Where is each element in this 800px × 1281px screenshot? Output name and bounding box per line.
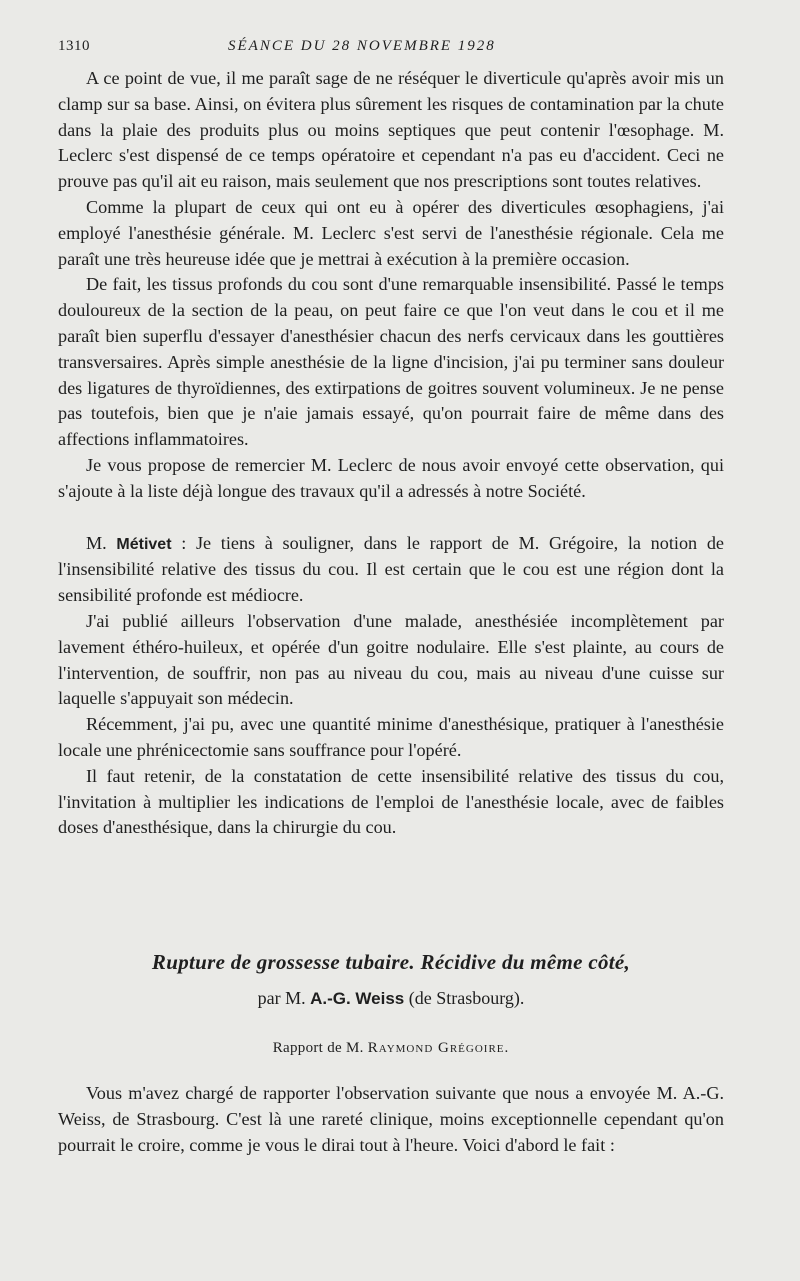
paragraph: Il faut retenir, de la constatation de cette insensibilité relative des tissus du cou, l'invitation à multiplier les indications de l'emploi de l'anesthésie locale, avec de faibles doses d'anesthésique, dans la chirurgie du cou. xyxy=(58,765,724,838)
metivet-intervention xyxy=(58,531,724,609)
header-title: SÉANCE DU 28 NOVEMBRE 1928 xyxy=(228,38,496,54)
article-opening xyxy=(58,1081,724,1158)
paragraph: Je vous propose de remercier M. Leclerc de nous avoir envoyé cette observation, qui s'ajoute à la liste déjà longue des travaux qu'il a adressés à notre Société. xyxy=(58,454,724,501)
page-number: 1310 xyxy=(58,38,90,54)
author-name: A.-G. Weiss xyxy=(310,989,405,1008)
paragraph: J'ai publié ailleurs l'observation d'une malade, anesthésiée incomplètement par lavement éthéro-huileux, et opérée d'un goitre nodulaire. Elle s'est plainte, au cours de l'intervention, de souffrir, non pas au niveau du cou, mais au niveau d'une cuisse sur laquelle s'appuyait son médecin. xyxy=(58,610,724,709)
article-byline xyxy=(58,988,724,1009)
article-title: Rupture de grossesse tubaire. Récidive du même côté, xyxy=(151,950,631,974)
byline-prefix: par M. xyxy=(257,988,306,1008)
speaker-prefix: M. xyxy=(86,532,107,553)
paragraph: A ce point de vue, il me paraît sage de ne réséquer le diverticule qu'après avoir mis un clamp sur sa base. Ainsi, on évitera plus sûrement les risques de contamination par la chute dans la plaie des produits plus ou moins septiques que peut contenir l'œsophage. M. Leclerc s'est dispensé de ce temps opératoire et cependant n'a pas eu d'accident. Ceci ne prouve pas qu'il ait eu raison, mais seulement que nos prescriptions sont toutes relatives. xyxy=(58,68,724,192)
paragraph: Récemment, j'ai pu, avec une quantité minime d'anesthésique, pratiquer à l'anesthésie locale une phrénicectomie sans souffrance pour l'opéré. xyxy=(58,714,724,760)
metivet-opening-text: : Je tiens à souligner, dans le rapport de M. Grégoire, la notion de l'insensibilité relative des tissus du cou. Il est certain que le cou est une région dont la sensibilité profonde est médiocre. xyxy=(58,532,725,606)
report-attribution xyxy=(58,1040,724,1057)
paragraph: De fait, les tissus profonds du cou sont d'une remarquable insensibilité. Passé le temps douloureux de la section de la peau, on peut faire ce que l'on veut dans le cou et il me paraît bien superflu d'essayer d'anesthésier chacun des nerfs cervicaux dans les gouttières transversaires. Après simple anesthésie de la ligne d'incision, j'ai pu terminer sans douleur des ligatures de thyroïdiennes, des extirpations de goitres souvent volumineux. Je ne pense pas toutefois, bien que je n'aie jamais essayé, qu'on pourrait faire de même dans des affections inflammatoires. xyxy=(58,274,724,450)
paragraph: Comme la plupart de ceux qui ont eu à opérer des diverticules œsophagiens, j'ai employé l'anesthésie générale. M. Leclerc s'est servi de l'anesthésie régionale. Cela me paraît une très heureuse idée que je mettrai à exécution à la première occasion. xyxy=(58,196,724,269)
speaker-name: Métivet xyxy=(116,535,172,553)
report-body xyxy=(58,66,724,841)
paragraph: Vous m'avez chargé de rapporter l'observation suivante que nous a envoyée M. A.-G. Weiss, de Strasbourg. C'est là une rareté clinique, moins exceptionnelle cependant qu'on pourrait le croire, comme je vous le dirai tout à l'heure. Voici d'abord le fait : xyxy=(58,1083,724,1155)
running-header xyxy=(58,38,728,60)
author-affiliation: (de Strasbourg). xyxy=(408,988,525,1008)
reporter-name: Raymond Grégoire. xyxy=(367,1040,510,1056)
report-prefix: Rapport de M. xyxy=(272,1040,364,1056)
